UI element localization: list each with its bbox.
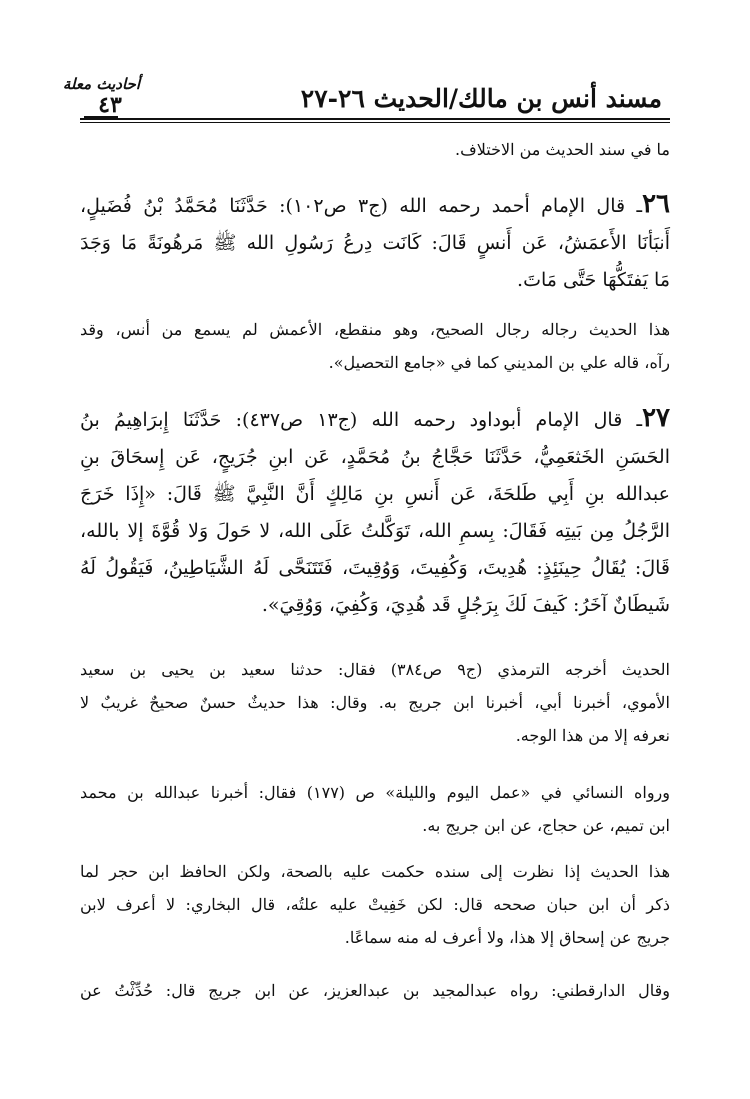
- hadith-number: ٢٦: [642, 189, 671, 219]
- text-line: [80, 400, 670, 439]
- handwritten-note: أحاديث معلة: [62, 75, 140, 93]
- text-line: نعرفه إلا من هذا الوجه.: [515, 726, 670, 745]
- text-line: عبدالله بنِ أَبِي طَلحَةَ، عَن أَنسِ بنِ مَالِكٍ أَنَّ النَّبِيَّ ﷺ قَالَ: «إِذَا خَرَجَ: [80, 483, 670, 505]
- text-line: قَالَ: يُقَالُ حِينَئِذٍ: هُدِيتَ، وَكُفِيتَ، وَوُقِيتَ، فَتَتَنَحَّى لَهُ الشَّيَاطِينُ، فَيَقُولُ لَهُ: [80, 557, 670, 579]
- paragraph-intro: [80, 133, 670, 166]
- page-number-block: [62, 75, 140, 118]
- text-line: الحديث أخرجه الترمذي (ج٩ ص٣٨٤) فقال: حدثنا سعيد بن يحيى بن سعيد: [80, 660, 670, 679]
- text-line: أَنبَأنَا الأَعمَشُ، عَن أَنسٍ قَالَ: كَانَت دِرعُ رَسُولِ الله ﷺ مَرهُونَةً مَا وَجَدَ: [80, 232, 670, 254]
- hadith-text: ـ قال الإمام أحمد رحمه الله (ج٣ ص١٠٢): حَدَّثَنَا مُحَمَّدُ بْنُ فُضَيلٍ،: [80, 195, 643, 217]
- text-line: الحَسَنِ الخَثعَمِيُّ، حَدَّثَنَا حَجَّاجُ بنُ مُحَمَّدٍ، عَن ابنِ جُرَيجٍ، عَن إِسحَاقَ بنِ: [80, 446, 670, 468]
- text-line: جريج عن إسحاق إلا هذا، ولا أعرف له منه سماعًا.: [344, 928, 670, 947]
- text-line: الرَّجُلُ مِن بَيتِه فَقَالَ: بِسمِ الله، تَوَكَّلتُ عَلَى الله، لا حَولَ وَلا قُوَّةَ إلا بالله،: [80, 520, 670, 542]
- commentary-26: [80, 313, 670, 379]
- text-line: ابن تميم، عن حجاج، عن ابن جريج به.: [422, 816, 670, 835]
- text-line: ذكر أن ابن حبان صححه قال: لكن خَفِيتْ عليه علتُه، قال البخاري: لا أعرف لابن: [80, 895, 670, 914]
- text-line: شَيطَانٌ آخَرُ: كَيفَ لَكَ بِرَجُلٍ قَد هُدِيَ، وَكُفِيَ، وَوُقِيَ».: [261, 594, 670, 616]
- paragraph-nasai: [80, 776, 670, 842]
- page-header-title: مسند أنس بن مالك/الحديث ٢٦-٢٧: [300, 84, 662, 113]
- text-line: مَا يَفتَكُّهَا حَتَّى مَاتَ.: [517, 269, 670, 291]
- paragraph-ibn-hajar: [80, 855, 670, 954]
- text-line: هذا الحديث رجاله رجال الصحيح، وهو منقطع، الأعمش لم يسمع من أنس، وقد: [80, 320, 670, 339]
- text-line: وقال الدارقطني: رواه عبدالمجيد بن عبدالعزيز، عن ابن جريج قال: حُدِّثْتُ عن: [80, 981, 670, 1000]
- text-line: ورواه النسائي في «عمل اليوم والليلة» ص (١٧٧) فقال: أخبرنا عبدالله بن محمد: [80, 783, 671, 802]
- hadith-27: [80, 400, 670, 624]
- hadith-text: ـ قال الإمام أبوداود رحمه الله (ج١٣ ص٤٣٧): حَدَّثَنَا إِبرَاهِيمُ بنُ: [80, 409, 643, 431]
- page-number: ٤٣: [98, 92, 122, 118]
- text-line: رآه، قاله علي بن المديني كما في «جامع التحصيل».: [328, 353, 670, 372]
- text-line: [80, 186, 670, 225]
- text-line: الأموي، أخبرنا أبي، أخبرنا ابن جريج به. وقال: هذا حديثٌ حسنٌ صحيحٌ غريبٌ لا: [80, 693, 670, 712]
- header-rule: [80, 118, 670, 120]
- text-line: هذا الحديث إذا نظرت إلى سنده حكمت عليه بالصحة، ولكن الحافظ ابن حجر لما: [80, 862, 670, 881]
- paragraph-tirmidhi: [80, 653, 670, 752]
- hadith-26: [80, 186, 670, 299]
- hadith-number: ٢٧: [642, 403, 670, 433]
- paragraph-daraqutni: [80, 974, 670, 1007]
- header-rule-thin: [80, 122, 670, 123]
- text-line: ما في سند الحديث من الاختلاف.: [455, 140, 670, 159]
